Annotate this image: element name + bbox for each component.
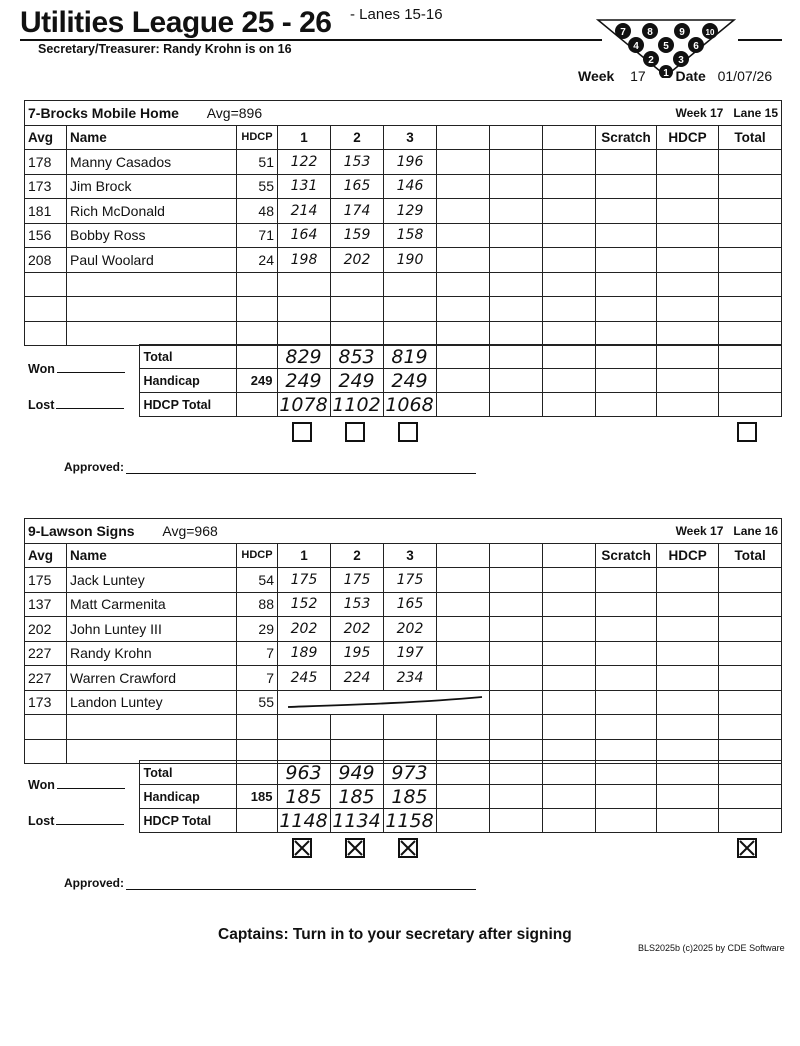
game-3-score: 158 — [384, 223, 437, 248]
game-2-score: 159 — [331, 223, 384, 248]
game-3-score: 197 — [384, 641, 437, 666]
game-2-handicap: 249 — [330, 369, 383, 393]
team-2-totals — [24, 760, 782, 833]
col-hdcp: HDCP — [237, 543, 278, 568]
date-value: 01/07/26 — [717, 68, 773, 84]
game-2-handicap: 185 — [330, 785, 383, 809]
game-3-score: 146 — [384, 174, 437, 199]
game-3-score: 234 — [384, 666, 437, 691]
check-mark-icon — [294, 840, 310, 856]
bowler-name: Matt Carmenita — [67, 592, 237, 617]
game-3-score: 175 — [384, 568, 437, 593]
bowler-avg: 227 — [25, 641, 67, 666]
game-1-score: 214 — [278, 199, 331, 224]
game-1-total: 829 — [277, 345, 330, 369]
lost-label: Lost — [28, 813, 55, 828]
check-mark-icon — [739, 840, 755, 856]
game-2-score: 153 — [331, 592, 384, 617]
col-blank — [437, 125, 490, 150]
bowler-avg: 227 — [25, 666, 67, 691]
won-label: Won — [28, 361, 55, 376]
team-2-scoresheet — [24, 518, 782, 764]
col-game-1: 1 — [278, 543, 331, 568]
bowler-avg: 178 — [25, 150, 67, 175]
bowler-name: John Luntey III — [67, 617, 237, 642]
table-row-empty — [25, 321, 782, 346]
won-label: Won — [28, 777, 55, 792]
league-title: Utilities League 25 - 26 — [20, 6, 332, 39]
game-3-score: 190 — [384, 248, 437, 273]
game-2-score: 224 — [331, 666, 384, 691]
table-row — [25, 617, 782, 642]
table-row — [25, 666, 782, 691]
col-name: Name — [67, 125, 237, 150]
bowler-name: Randy Krohn — [67, 641, 237, 666]
game-2-hdcp-total: 1134 — [330, 809, 383, 833]
team-1-header — [25, 101, 596, 126]
game-1-score: 152 — [278, 592, 331, 617]
bowler-hdcp: 7 — [237, 641, 278, 666]
week-date-line — [578, 68, 772, 84]
bowler-hdcp: 7 — [237, 666, 278, 691]
hdcp-total-label: HDCP Total — [139, 393, 236, 417]
team-handicap: 249 — [236, 369, 277, 393]
game-3-score: 129 — [384, 199, 437, 224]
bowler-name: Manny Casados — [67, 150, 237, 175]
lanes-label: - Lanes 15-16 — [350, 6, 443, 23]
team-2-header — [25, 519, 596, 544]
col-blank — [490, 125, 543, 150]
bowler-avg: 208 — [25, 248, 67, 273]
bowler-avg: 173 — [25, 690, 67, 715]
col-name: Name — [67, 543, 237, 568]
team-1-lane: Lane 15 — [733, 105, 779, 120]
team-1-won[interactable] — [24, 345, 139, 393]
game-2-score: 202 — [331, 617, 384, 642]
col-total: Total — [719, 125, 782, 150]
absent-scratch-line — [278, 690, 490, 715]
team-2-week-lane — [596, 519, 782, 544]
team-1-avg: Avg=896 — [206, 104, 263, 121]
pin-5-label: 5 — [663, 41, 669, 52]
col-game-3: 3 — [384, 543, 437, 568]
team-1-lost[interactable] — [24, 393, 139, 417]
game-2-win-checkbox[interactable] — [345, 838, 365, 858]
game-2-total: 949 — [330, 761, 383, 785]
game-1-score: 245 — [278, 666, 331, 691]
pin-6-label: 6 — [693, 41, 699, 52]
copyright-note: BLS2025b (c)2025 by CDE Software — [638, 943, 785, 953]
title-underline — [20, 39, 602, 41]
total-label: Total — [139, 761, 236, 785]
game-3-score: 202 — [384, 617, 437, 642]
bowler-avg: 173 — [25, 174, 67, 199]
check-mark-icon — [347, 840, 363, 856]
handicap-label: Handicap — [139, 785, 236, 809]
table-row — [25, 592, 782, 617]
team-2-lane: Lane 16 — [733, 523, 779, 538]
game-1-win-checkbox[interactable] — [292, 838, 312, 858]
bowler-name: Warren Crawford — [67, 666, 237, 691]
bowler-hdcp: 55 — [237, 174, 278, 199]
approved-label: Approved: — [64, 876, 124, 890]
team-1-totals — [24, 344, 782, 417]
bowler-name: Landon Luntey — [67, 690, 237, 715]
game-3-win-checkbox[interactable] — [398, 838, 418, 858]
bowler-avg: 175 — [25, 568, 67, 593]
bowler-avg: 137 — [25, 592, 67, 617]
team-1-name: 7-Brocks Mobile Home — [28, 104, 179, 121]
team-handicap: 185 — [236, 785, 277, 809]
bowler-hdcp: 48 — [237, 199, 278, 224]
game-1-score: 189 — [278, 641, 331, 666]
table-row — [25, 199, 782, 224]
table-row-empty — [25, 715, 782, 740]
game-2-score: 175 — [331, 568, 384, 593]
game-1-score: 122 — [278, 150, 331, 175]
pin-10-label: 10 — [705, 28, 715, 37]
date-label: Date — [675, 68, 706, 84]
team-2-avg: Avg=968 — [162, 522, 218, 539]
approved-label: Approved: — [64, 460, 124, 474]
game-1-score: 198 — [278, 248, 331, 273]
col-blank — [543, 543, 596, 568]
pin-4-label: 4 — [633, 41, 639, 52]
bowler-hdcp: 55 — [237, 690, 278, 715]
game-3-score: 196 — [384, 150, 437, 175]
game-3-total: 819 — [383, 345, 436, 369]
col-total: Total — [719, 543, 782, 568]
bowler-name: Paul Woolard — [67, 248, 237, 273]
col-game-1: 1 — [278, 125, 331, 150]
team-2-lost[interactable] — [24, 809, 139, 833]
game-3-hdcp-total: 1158 — [383, 809, 436, 833]
bowler-avg: 181 — [25, 199, 67, 224]
total-win-checkbox[interactable] — [737, 422, 757, 442]
total-label: Total — [139, 345, 236, 369]
col-game-3: 3 — [384, 125, 437, 150]
bowler-hdcp: 29 — [237, 617, 278, 642]
col-blank — [437, 543, 490, 568]
lost-label: Lost — [28, 397, 55, 412]
game-2-score: 195 — [331, 641, 384, 666]
bowler-hdcp: 54 — [237, 568, 278, 593]
team-2-week: Week 17 — [675, 523, 724, 538]
bowler-hdcp: 71 — [237, 223, 278, 248]
game-2-win-checkbox[interactable] — [345, 422, 365, 442]
team-2-column-headers — [25, 543, 782, 568]
game-1-score: 202 — [278, 617, 331, 642]
game-1-hdcp-total: 1078 — [277, 393, 330, 417]
pin-8-label: 8 — [647, 27, 653, 38]
week-label: Week — [578, 68, 615, 84]
pin-1-label: 1 — [663, 68, 669, 78]
game-1-score: 175 — [278, 568, 331, 593]
game-3-handicap: 249 — [383, 369, 436, 393]
table-row — [25, 150, 782, 175]
pin-9-label: 9 — [679, 27, 685, 38]
game-3-handicap: 185 — [383, 785, 436, 809]
bowler-avg: 202 — [25, 617, 67, 642]
col-avg: Avg — [25, 125, 67, 150]
title-underline-right — [738, 39, 782, 41]
table-row — [25, 248, 782, 273]
team-1-approved[interactable] — [64, 460, 476, 474]
pin-7-label: 7 — [620, 27, 626, 38]
pin-3-label: 3 — [678, 55, 684, 66]
team-2-won[interactable] — [24, 761, 139, 809]
game-2-total: 853 — [330, 345, 383, 369]
game-1-total: 963 — [277, 761, 330, 785]
col-hdcp-total: HDCP — [657, 543, 719, 568]
game-3-win-checkbox[interactable] — [398, 422, 418, 442]
game-1-handicap: 249 — [277, 369, 330, 393]
bowler-hdcp: 24 — [237, 248, 278, 273]
team-1-scoresheet — [24, 100, 782, 346]
team-2-approved[interactable] — [64, 876, 476, 890]
col-avg: Avg — [25, 543, 67, 568]
table-row — [25, 223, 782, 248]
pin-2-label: 2 — [648, 55, 654, 66]
week-value: 17 — [630, 68, 646, 84]
team-1-column-headers — [25, 125, 782, 150]
game-2-score: 202 — [331, 248, 384, 273]
game-3-hdcp-total: 1068 — [383, 393, 436, 417]
table-row — [25, 641, 782, 666]
bowler-name: Jim Brock — [67, 174, 237, 199]
total-win-checkbox[interactable] — [737, 838, 757, 858]
col-game-2: 2 — [331, 543, 384, 568]
game-1-win-checkbox[interactable] — [292, 422, 312, 442]
game-1-score: 164 — [278, 223, 331, 248]
col-scratch: Scratch — [596, 125, 657, 150]
check-mark-icon — [400, 840, 416, 856]
col-blank — [543, 125, 596, 150]
bowler-hdcp: 88 — [237, 592, 278, 617]
handicap-label: Handicap — [139, 369, 236, 393]
game-2-score: 165 — [331, 174, 384, 199]
col-hdcp-total: HDCP — [657, 125, 719, 150]
pen-stroke-icon — [286, 693, 486, 713]
game-1-hdcp-total: 1148 — [277, 809, 330, 833]
bowler-hdcp: 51 — [237, 150, 278, 175]
game-1-score: 131 — [278, 174, 331, 199]
game-2-score: 174 — [331, 199, 384, 224]
table-row-empty — [25, 297, 782, 322]
footer-instruction: Captains: Turn in to your secretary after signing — [218, 926, 572, 943]
game-1-handicap: 185 — [277, 785, 330, 809]
table-row-empty — [25, 272, 782, 297]
team-1-week: Week 17 — [675, 105, 724, 120]
table-row — [25, 174, 782, 199]
col-scratch: Scratch — [596, 543, 657, 568]
col-blank — [490, 543, 543, 568]
table-row — [25, 690, 782, 715]
game-2-hdcp-total: 1102 — [330, 393, 383, 417]
bowler-avg: 156 — [25, 223, 67, 248]
team-2-name: 9-Lawson Signs — [28, 522, 135, 539]
bowler-name: Rich McDonald — [67, 199, 237, 224]
game-3-total: 973 — [383, 761, 436, 785]
team-1-week-lane — [596, 101, 782, 126]
game-3-score: 165 — [384, 592, 437, 617]
col-game-2: 2 — [331, 125, 384, 150]
col-hdcp: HDCP — [237, 125, 278, 150]
secretary-note: Secretary/Treasurer: Randy Krohn is on 16 — [38, 42, 292, 56]
game-2-score: 153 — [331, 150, 384, 175]
table-row — [25, 568, 782, 593]
hdcp-total-label: HDCP Total — [139, 809, 236, 833]
bowler-name: Bobby Ross — [67, 223, 237, 248]
bowler-name: Jack Luntey — [67, 568, 237, 593]
